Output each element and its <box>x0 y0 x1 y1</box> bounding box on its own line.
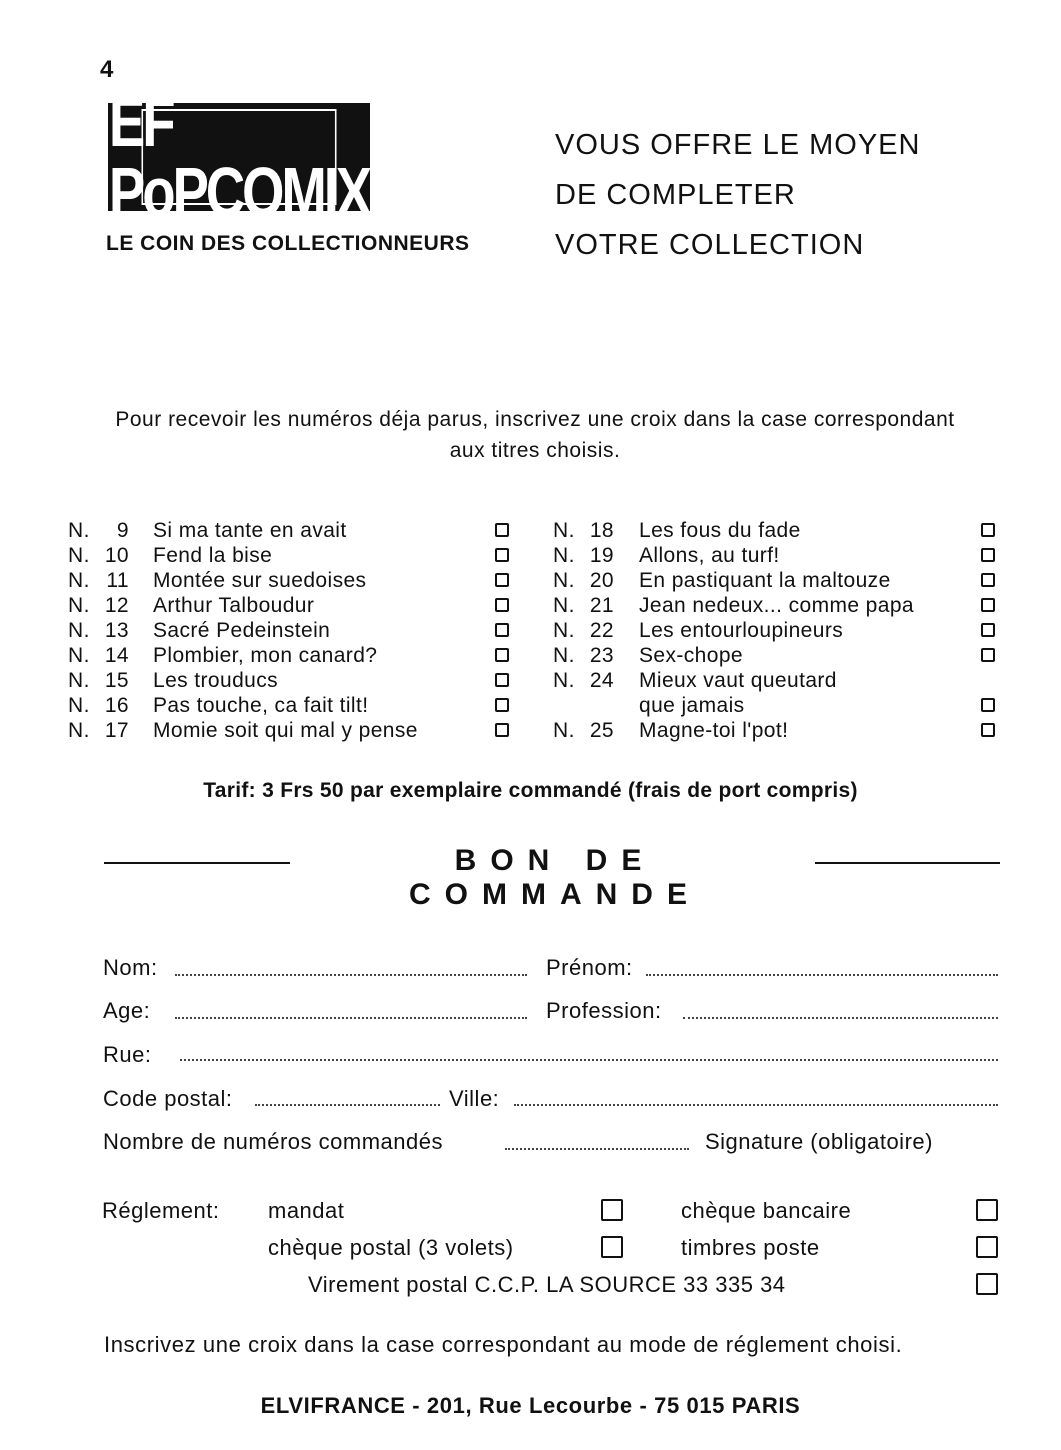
tagline: LE COIN DES COLLECTIONNEURS <box>106 232 470 255</box>
issue-number: 18 <box>589 519 614 542</box>
issue-row <box>68 568 528 593</box>
nom-label: Nom: <box>103 955 158 980</box>
issue-prefix: N. <box>68 644 90 667</box>
issue-row <box>68 593 528 618</box>
rue-field[interactable] <box>180 1059 998 1061</box>
issue-title: Plombier, mon canard? <box>153 644 378 667</box>
code-postal-field[interactable] <box>255 1104 440 1106</box>
issue-number: 20 <box>589 569 614 592</box>
issue-title: Mieux vaut queutard <box>639 669 837 692</box>
issue-checkbox[interactable] <box>495 573 509 587</box>
issue-number: 15 <box>104 669 129 692</box>
issue-prefix: N. <box>553 594 575 617</box>
ville-label: Ville: <box>449 1086 500 1111</box>
issue-prefix: N. <box>68 719 90 742</box>
issue-prefix: N. <box>68 544 90 567</box>
issue-prefix: N. <box>553 544 575 567</box>
issue-number: 13 <box>104 619 129 642</box>
cheque-postal-label: chèque postal (3 volets) <box>268 1235 514 1260</box>
issue-number: 25 <box>589 719 614 742</box>
issue-title: Momie soit qui mal y pense <box>153 719 418 742</box>
issue-checkbox[interactable] <box>981 573 995 587</box>
age-field[interactable] <box>175 1017 527 1019</box>
ville-field[interactable] <box>514 1104 998 1106</box>
issue-checkbox[interactable] <box>495 623 509 637</box>
tarif-text: Tarif: 3 Frs 50 par exemplaire commandé (frais de port compris) <box>203 779 858 802</box>
issue-checkbox[interactable] <box>981 598 995 612</box>
issue-checkbox[interactable] <box>495 723 509 737</box>
issue-prefix: N. <box>553 569 575 592</box>
issue-title: Les entourloupineurs <box>639 619 844 642</box>
nombre-label: Nombre de numéros commandés <box>103 1129 443 1154</box>
issue-prefix: N. <box>553 669 575 692</box>
timbres-label: timbres poste <box>681 1235 820 1260</box>
page-number: 4 <box>100 56 114 83</box>
prenom-label: Prénom: <box>546 955 633 980</box>
issue-title: Arthur Talboudur <box>153 594 315 617</box>
rue-label: Rue: <box>103 1042 152 1067</box>
age-label: Age: <box>103 998 151 1023</box>
issue-row <box>68 543 528 568</box>
issue-title: Montée sur suedoises <box>153 569 367 592</box>
issue-title: Les trouducs <box>153 669 279 692</box>
issue-row <box>68 518 528 543</box>
logo <box>108 83 370 231</box>
issue-row <box>553 593 1003 618</box>
issue-title: Allons, au turf! <box>639 544 780 567</box>
issue-row <box>68 643 528 668</box>
issue-number: 12 <box>104 594 129 617</box>
issue-prefix: N. <box>553 619 575 642</box>
issue-number: 24 <box>589 669 614 692</box>
issue-number: 14 <box>104 644 129 667</box>
issue-checkbox[interactable] <box>495 648 509 662</box>
issue-row <box>68 668 528 693</box>
issue-row <box>553 643 1003 668</box>
issue-title: Magne-toi l'pot! <box>639 719 789 742</box>
issue-checkbox[interactable] <box>495 598 509 612</box>
issue-row <box>553 618 1003 643</box>
issue-number: 21 <box>589 594 614 617</box>
issues-list-right <box>553 518 1003 743</box>
issue-prefix: N. <box>68 519 90 542</box>
issue-row <box>553 568 1003 593</box>
issue-checkbox[interactable] <box>981 548 995 562</box>
issue-title: Les fous du fade <box>639 519 801 542</box>
issues-list-left <box>68 518 528 743</box>
issue-row <box>553 518 1003 543</box>
issue-prefix: N. <box>68 619 90 642</box>
prenom-field[interactable] <box>646 974 998 976</box>
payment-label: Réglement: <box>102 1198 220 1223</box>
issue-prefix: N. <box>553 519 575 542</box>
headline-line: VOTRE COLLECTION <box>555 229 865 261</box>
issue-title: que jamais <box>639 694 745 717</box>
issue-prefix: N. <box>553 644 575 667</box>
issue-row <box>553 693 1003 718</box>
issue-row <box>553 543 1003 568</box>
issue-title: En pastiquant la maltouze <box>639 569 891 592</box>
issue-title: Sacré Pedeinstein <box>153 619 331 642</box>
issue-prefix: N. <box>68 569 90 592</box>
divider <box>104 862 290 864</box>
issue-title: Sex-chope <box>639 644 743 667</box>
issue-number: 16 <box>104 694 129 717</box>
issue-number: 22 <box>589 619 614 642</box>
mandat-label: mandat <box>268 1198 345 1223</box>
issue-row <box>68 693 528 718</box>
mandat-checkbox[interactable] <box>601 1199 623 1221</box>
headline-line: VOUS OFFRE LE MOYEN <box>555 129 921 161</box>
issue-number: 17 <box>104 719 129 742</box>
cheque-bancaire-label: chèque bancaire <box>681 1198 852 1223</box>
issue-prefix: N. <box>68 694 90 717</box>
issue-row <box>553 718 1003 743</box>
headline <box>555 120 920 270</box>
nombre-field[interactable] <box>505 1148 689 1150</box>
issue-checkbox[interactable] <box>495 548 509 562</box>
profession-label: Profession: <box>546 998 662 1023</box>
issue-row <box>68 718 528 743</box>
code-postal-label: Code postal: <box>103 1086 233 1111</box>
issue-number: 9 <box>116 519 129 542</box>
issue-number: 19 <box>589 544 614 567</box>
bon-title: BON DE COMMANDE <box>409 844 701 911</box>
issue-checkbox[interactable] <box>981 623 995 637</box>
issue-checkbox[interactable] <box>495 673 509 687</box>
profession-field[interactable] <box>683 1017 998 1019</box>
issue-number: 10 <box>104 544 129 567</box>
issue-title: Fend la bise <box>153 544 273 567</box>
virement-checkbox[interactable] <box>976 1273 998 1295</box>
intro-text: Pour recevoir les numéros déja parus, inscrivez une croix dans la case correspondant aux titres choisis. <box>115 408 955 462</box>
issue-number: 23 <box>589 644 614 667</box>
issue-row <box>553 668 1003 693</box>
issue-number: 11 <box>106 569 129 592</box>
issue-title: Si ma tante en avait <box>153 519 347 542</box>
issue-prefix: N. <box>68 594 90 617</box>
cheque-postal-checkbox[interactable] <box>601 1236 623 1258</box>
signature-label: Signature (obligatoire) <box>705 1129 933 1154</box>
issue-checkbox[interactable] <box>981 698 995 712</box>
issue-checkbox[interactable] <box>495 523 509 537</box>
issue-checkbox[interactable] <box>981 723 995 737</box>
headline-line: DE COMPLETER <box>555 179 796 211</box>
logo-text: EF PoPCOMIX <box>108 83 370 231</box>
issue-checkbox[interactable] <box>981 648 995 662</box>
address: ELVIFRANCE - 201, Rue Lecourbe - 75 015 PARIS <box>260 1393 801 1418</box>
issue-title: Jean nedeux... comme papa <box>639 594 915 617</box>
footnote: Inscrivez une croix dans la case correspondant au mode de réglement choisi. <box>104 1332 903 1357</box>
issue-row <box>68 618 528 643</box>
issue-checkbox[interactable] <box>981 523 995 537</box>
nom-field[interactable] <box>175 974 527 976</box>
cheque-bancaire-checkbox[interactable] <box>976 1199 998 1221</box>
virement-label: Virement postal C.C.P. LA SOURCE 33 335 34 <box>308 1272 786 1297</box>
issue-prefix: N. <box>553 719 575 742</box>
issue-checkbox[interactable] <box>495 698 509 712</box>
issue-prefix: N. <box>68 669 90 692</box>
timbres-checkbox[interactable] <box>976 1236 998 1258</box>
divider <box>815 862 1000 864</box>
issue-title: Pas touche, ca fait tilt! <box>153 694 369 717</box>
